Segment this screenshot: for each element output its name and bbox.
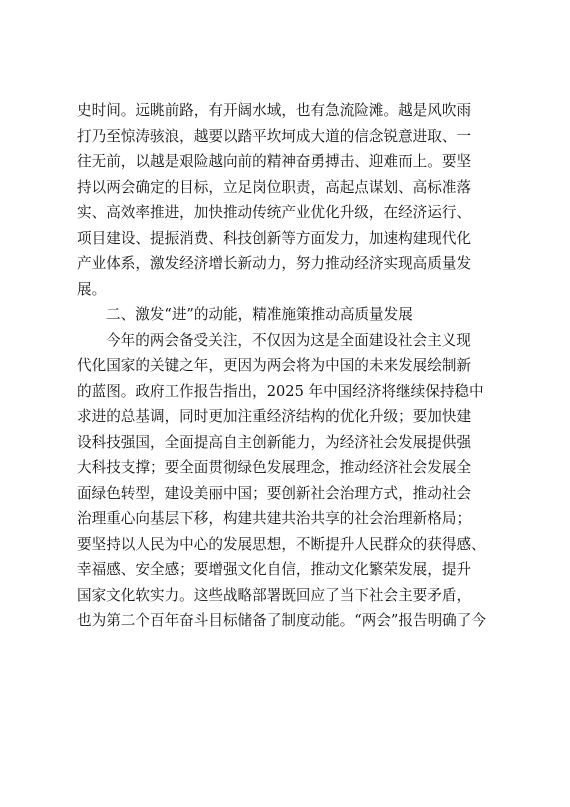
text-line: 史时间。远眺前路，有开阔水域，也有急流险滩。越是风吹雨 [77, 102, 472, 119]
paragraph-continued [77, 98, 495, 302]
text-line: 大科技支撑；要全面贯彻绿色发展理念，推动经济社会发展全 [77, 459, 472, 476]
paragraph [77, 328, 495, 634]
text-line: 往无前，以越是艰险越向前的精神奋勇搏击、迎难而上。要坚 [77, 153, 472, 170]
text-line: 要坚持以人民为中心的发展思想，不断提升人民群众的获得感、 [77, 535, 486, 553]
text-line: 产业体系，激发经济增长新动力，努力推动经济实现高质量发 [77, 255, 472, 272]
body-text [77, 98, 495, 634]
text-line: 国家文化软实力。这些战略部署既回应了当下社会主要矛盾， [77, 586, 472, 604]
section-heading: 二、激发“进”的动能，精准施策推动高质量发展 [106, 306, 413, 323]
text-line: 面绿色转型，建设美丽中国；要创新社会治理方式，推动社会 [77, 484, 472, 502]
text-line: 打乃至惊涛骇浪，越要以踏平坎坷成大道的信念锐意进取、一 [77, 127, 472, 145]
text-line: 今年的两会备受关注，不仅因为这是全面建设社会主义现 [106, 331, 471, 349]
text-line: 实、高效率推进，加快推动传统产业优化升级，在经济运行、 [77, 204, 472, 221]
text-line: 的蓝图。政府工作报告指出，2025 年中国经济将继续保持稳中 [77, 382, 484, 400]
text-line: 求进的总基调，同时更加注重经济结构的优化升级；要加快建 [77, 408, 472, 425]
text-line: 项目建设、提振消费、科技创新等方面发力，加速构建现代化 [77, 229, 472, 247]
text-line: 持以两会确定的目标，立足岗位职责，高起点谋划、高标准落 [77, 178, 472, 196]
text-line: 也为第二个百年奋斗目标储备了制度动能。“两会”报告明确了今 [77, 612, 486, 629]
text-line: 展。 [77, 280, 107, 298]
text-line: 治理重心向基层下移，构建共建共治共享的社会治理新格局； [77, 510, 472, 527]
text-line: 幸福感、安全感；要增强文化自信，推动文化繁荣发展，提升 [77, 561, 472, 578]
text-line: 代化国家的关键之年，更因为两会将为中国的未来发展绘制新 [77, 357, 472, 374]
text-line: 设科技强国，全面提高自主创新能力，为经济社会发展提供强 [77, 433, 472, 451]
